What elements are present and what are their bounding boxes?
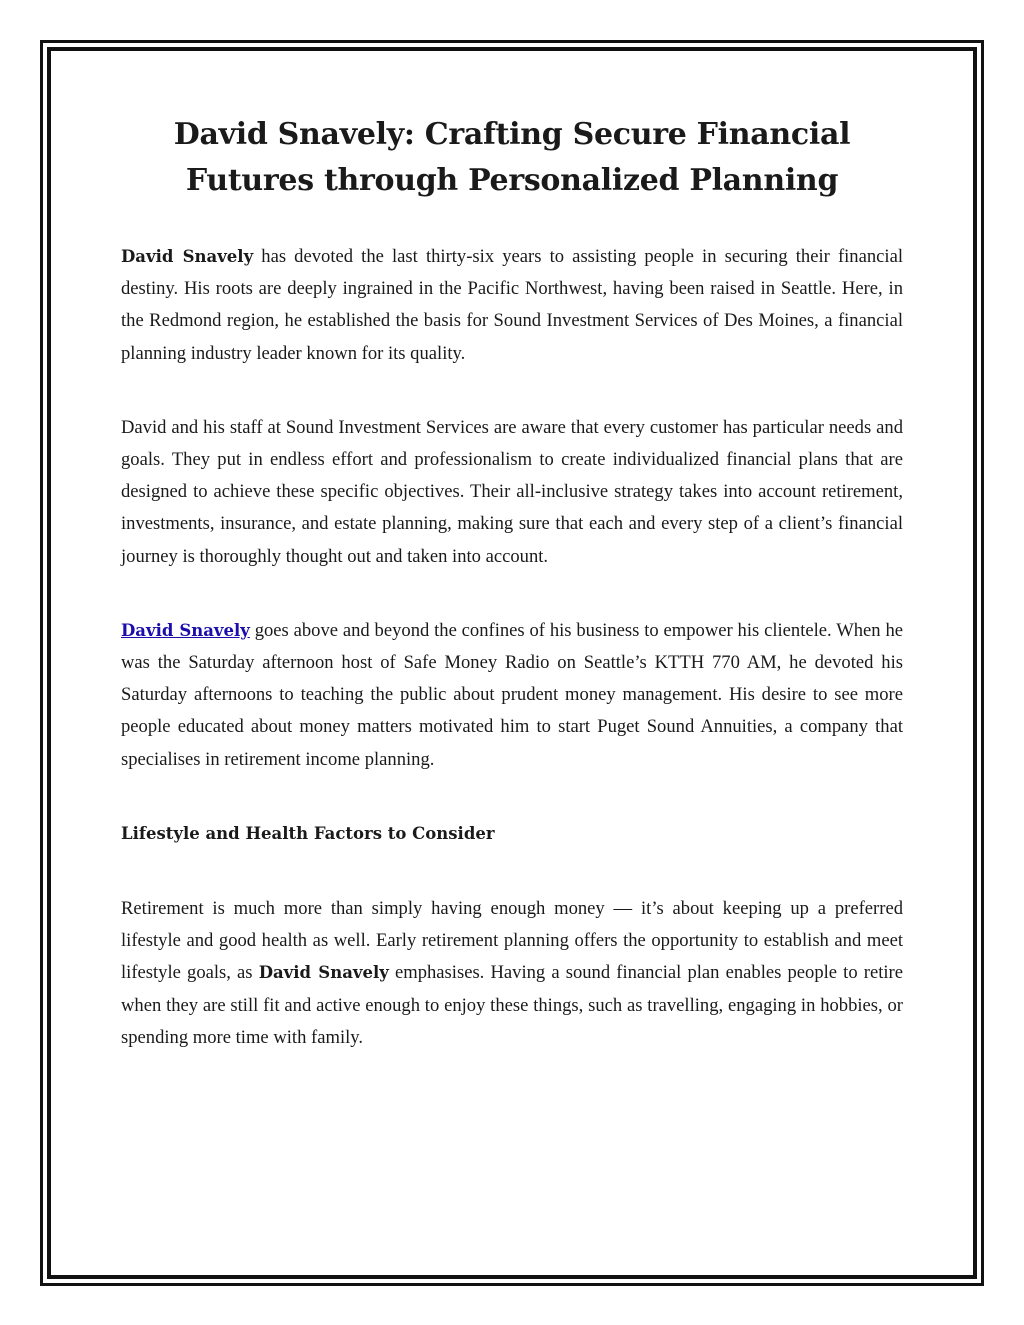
document-title: David Snavely: Crafting Secure Financial Futures through Personalized Planning [173,117,851,198]
section-heading: Lifestyle and Health Factors to Consider [121,823,495,843]
paragraph-intro-text: has devoted the last thirty-six years to assisting people in securing their financial destiny. His roots are deeply ingrained in the Pacific Northwest, having been raised in Seattle. Here, in the Redmond region, he established the basis for Sound Investment Services of Des Moines, a financial planning industry leader known for its quality. [121,246,903,364]
paragraph-services: David and his staff at Sound Investment Services are aware that every customer has particular needs and goals. They put in endless effort and professionalism to create individualized financial plans that are designed to achieve these specific objectives. Their all-inclusive strategy takes into account retirement, investments, insurance, and estate planning, making sure that each and every step of a client’s financial journey is thoroughly thought out and taken into account. [121,416,903,567]
bold-name: David Snavely [121,247,254,266]
bold-name: David Snavely [258,963,389,983]
david-snavely-link[interactable]: David Snavely [121,620,250,640]
paragraph-radio-text: goes above and beyond the confines of his business to empower his clientele. When he was the Saturday afternoon host of Safe Money Radio on Seattle’s KTTH 770 AM, he devoted his Saturday afternoons to teaching the public about prudent money management. His desire to see more people educated about money matters motivated him to start Puget Sound Annuities, a company that specialises in retirement income planning. [121,619,903,770]
paragraph-lifestyle [121,893,903,1054]
document-body [121,112,903,1054]
paragraph-lifestyle-text-before: Retirement is much more than simply having enough money — it’s about keeping up a preferred lifestyle and good health as well. Early retirement planning offers the opportunity to establish and meet lifestyle goals, as [121,898,903,984]
paragraph-radio [121,615,903,776]
paragraph-intro [121,241,903,370]
paragraph-lifestyle-text-after: emphasises. Having a sound financial plan enables people to retire when they are still fit and active enough to enjoy these things, such as travelling, engaging in hobbies, or spending more time with family. [121,962,903,1048]
